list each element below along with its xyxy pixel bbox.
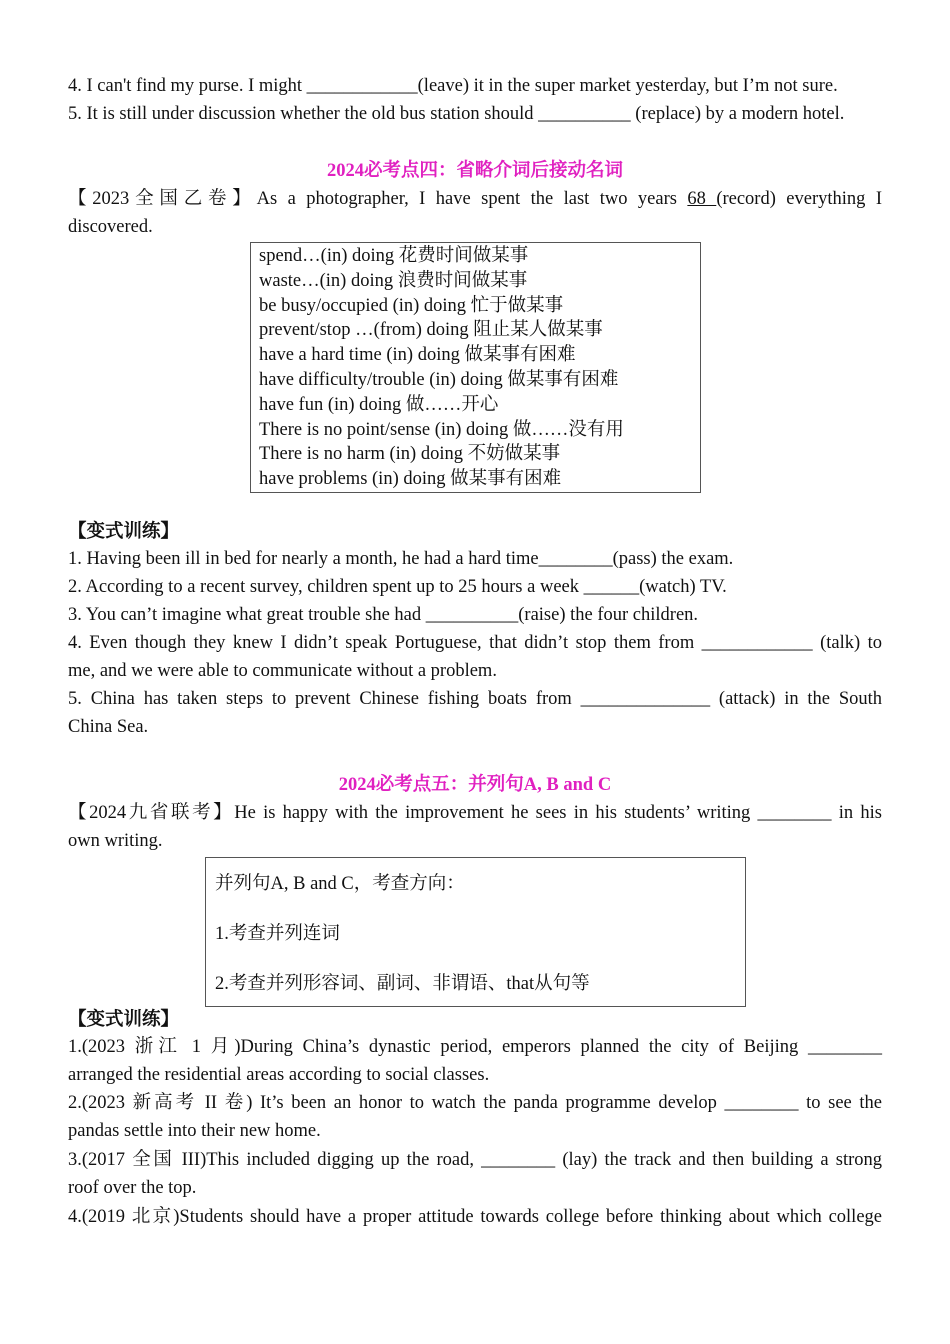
example-text-end: (record) everything I bbox=[716, 189, 883, 209]
practice-item: 3.(2017 全国 III)This included digging up the road, ________ (lay) the track and then building a strong bbox=[68, 1150, 882, 1170]
phrase-line: There is no harm (in) doing 不妨做某事 bbox=[259, 444, 561, 465]
example-sentence-5: 【2024九省联考】He is happy with the improvement he sees in his students’ writing ________ in his bbox=[68, 803, 882, 823]
practice-item: 3. You can’t imagine what great trouble she had __________(raise) the four children. bbox=[68, 605, 699, 625]
note-line: 1.考查并列连词 bbox=[215, 924, 340, 944]
phrase-line: waste…(in) doing 浪费时间做某事 bbox=[259, 270, 528, 291]
practice-item: 2.(2023 新高考 II 卷) It’s been an honor to watch the panda programme develop ________ to see the bbox=[68, 1093, 882, 1113]
phrase-line: spend…(in) doing 花费时间做某事 bbox=[259, 246, 529, 266]
note-box bbox=[205, 857, 746, 1007]
phrase-line: be busy/occupied (in) doing 忙于做某事 bbox=[259, 295, 564, 316]
practice-title: 【变式训练】 bbox=[68, 522, 180, 542]
section-heading-4: 2024必考点四：省略介词后接动名词 bbox=[326, 161, 623, 181]
section-heading-5: 2024必考点五：并列句A, B and C bbox=[338, 775, 612, 795]
practice-item-cont: roof over the top. bbox=[68, 1178, 197, 1198]
phrase-line: have problems (in) doing 做某事有困难 bbox=[259, 469, 562, 490]
practice-item-cont: arranged the residential areas according to social classes. bbox=[68, 1065, 490, 1085]
practice-item: 2. According to a recent survey, children spent up to 25 hours a week ______(watch) TV. bbox=[68, 577, 727, 597]
practice-item-cont: me, and we were able to communicate without a problem. bbox=[68, 661, 497, 681]
practice-item: 4.(2019 北京)Students should have a proper attitude towards college before thinking about which college bbox=[68, 1207, 882, 1227]
practice-title-5: 【变式训练】 bbox=[68, 1010, 180, 1030]
phrase-line: have a hard time (in) doing 做某事有困难 bbox=[259, 345, 576, 366]
example-sentence-cont: discovered. bbox=[68, 217, 153, 237]
phrase-box bbox=[250, 242, 701, 493]
note-line: 并列句A, B and C，考查方向： bbox=[215, 874, 465, 894]
exercise-item-4: 4. I can't find my purse. I might ____________(leave) it in the super market yesterday, but I’m not sure. bbox=[68, 76, 838, 96]
note-line: 2.考查并列形容词、副词、非谓语、that从句等 bbox=[215, 974, 590, 994]
practice-item: 5. China has taken steps to prevent Chinese fishing boats from ______________ (attack) in the South bbox=[68, 689, 882, 709]
practice-item-cont: pandas settle into their new home. bbox=[68, 1121, 321, 1141]
example-sentence bbox=[68, 185, 882, 213]
example-text-start: 【2023全国乙卷】As a photographer, I have spent the last two years bbox=[68, 189, 688, 209]
practice-item: 1.(2023 浙江 1 月)During China’s dynastic period, emperors planned the city of Beijing ________ bbox=[68, 1037, 882, 1057]
phrase-line: prevent/stop …(from) doing 阻止某人做某事 bbox=[259, 320, 603, 341]
phrase-line: There is no point/sense (in) doing 做……没有用 bbox=[259, 419, 624, 440]
practice-item: 1. Having been ill in bed for nearly a month, he had a hard time________(pass) the exam. bbox=[68, 549, 734, 569]
practice-item: 4. Even though they knew I didn’t speak Portuguese, that didn’t stop them from ____________ (talk) to bbox=[68, 633, 882, 653]
example-answer: 68 bbox=[687, 189, 717, 209]
phrase-line: have fun (in) doing 做……开心 bbox=[259, 394, 499, 415]
exercise-item-5: 5. It is still under discussion whether the old bus station should __________ (replace) by a modern hotel. bbox=[68, 104, 845, 124]
phrase-line: have difficulty/trouble (in) doing 做某事有困难 bbox=[259, 369, 619, 390]
practice-item-cont: China Sea. bbox=[68, 717, 149, 737]
example-sentence-5-cont: own writing. bbox=[68, 831, 163, 851]
